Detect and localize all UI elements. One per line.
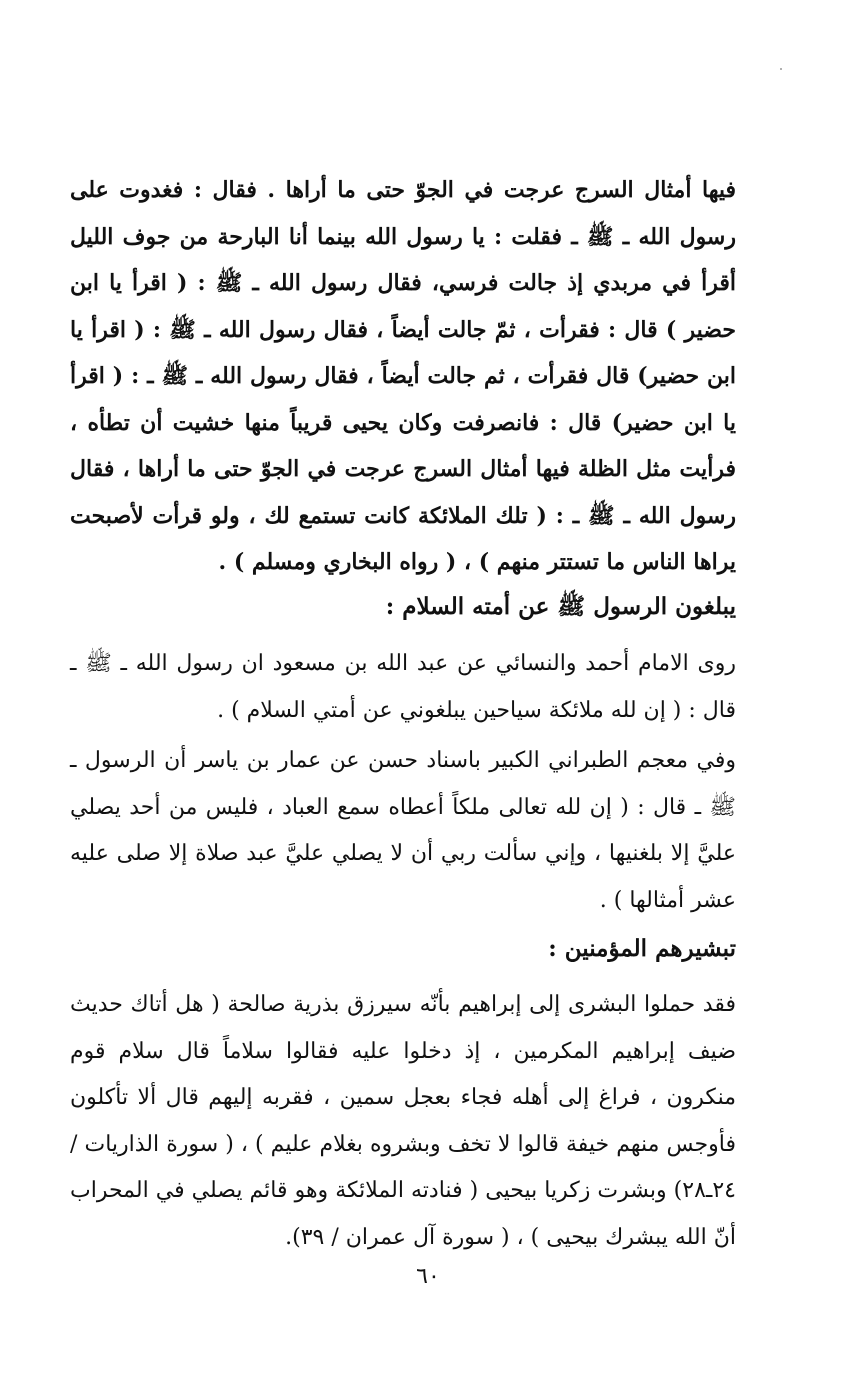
scan-speck	[780, 68, 782, 70]
page-number: ٦٠	[416, 1264, 440, 1289]
section-heading-tabshir: تبشيرهم المؤمنين :	[548, 935, 736, 962]
paragraph-hadith-usayd: فيها أمثال السرج عرجت في الجوّ حتى ما أراها . فقال : فغدوت على رسول الله ـ ﷺ ـ فقلت : يا رسول الله بينما أنا البارحة من جوف الليل أقرأ في مربدي إذ جالت فرسي، فقال رسول الله ـ ﷺ : ( اقرأ يا ابن حضير ) قال : فقرأت ، ثمّ جالت أيضاً ، فقال رسول الله ـ ﷺ : ( اقرأ يا ابن حضير) قال فقرأت ، ثم جالت أيضاً ، فقال رسول الله ـ ﷺ ـ : ( اقرأ يا ابن حضير) قال : فانصرفت وكان يحيى قريباً منها خشيت أن تطأه ، فرأيت مثل الظلة فيها أمثال السرج عرجت في الجوّ حتى ما أراها ، فقال رسول الله ـ ﷺ ـ : ( تلك الملائكة كانت تستمع لك ، ولو قرأت لأصبحت يراها الناس ما تستتر منهم ) ، ( رواه البخاري ومسلم ) .	[70, 177, 736, 575]
paragraph-ibn-masud: روى الامام أحمد والنسائي عن عبد الله بن مسعود ان رسول الله ـ ﷺ ـ قال : ( إن لله ملائكة سياحين يبلغوني عن أمتي السلام ) .	[70, 651, 736, 723]
paragraph-ibrahim-zakariya: فقد حملوا البشرى إلى إبراهيم بأنّه سيرزق بذرية صالحة ( هل أتاك حديث ضيف إبراهيم المكرمين ، إذ دخلوا عليه فقالوا سلاماً قال سلام قوم منكرون ، فراغ إلى أهله فجاء بعجل سمين ، فقربه إليهم قال ألا تأكلون فأوجس منهم خيفة قالوا لا تخف وبشروه بغلام عليم ) ، ( سورة الذاريات / ٢٤ـ٢٨) وبشرت زكريا بيحيى ( فنادته الملائكة وهو قائم يصلي في المحراب أنّ الله يبشرك بيحيى ) ، ( سورة آل عمران / ٣٩).	[70, 992, 736, 1250]
section-heading-salam: يبلغون الرسول ﷺ عن أمته السلام :	[385, 593, 736, 620]
paragraph-tabarani: وفي معجم الطبراني الكبير باسناد حسن عن عمار بن ياسر أن الرسول ـ ﷺ ـ قال : ( إن لله تعالى ملكاً أعطاه سمع العباد ، فليس من أحد يصلي عليَّ إلا بلغنيها ، وإني سألت ربي أن لا يصلي عليَّ عبد صلاة إلا صلى عليه عشر أمثالها ) .	[70, 748, 736, 913]
